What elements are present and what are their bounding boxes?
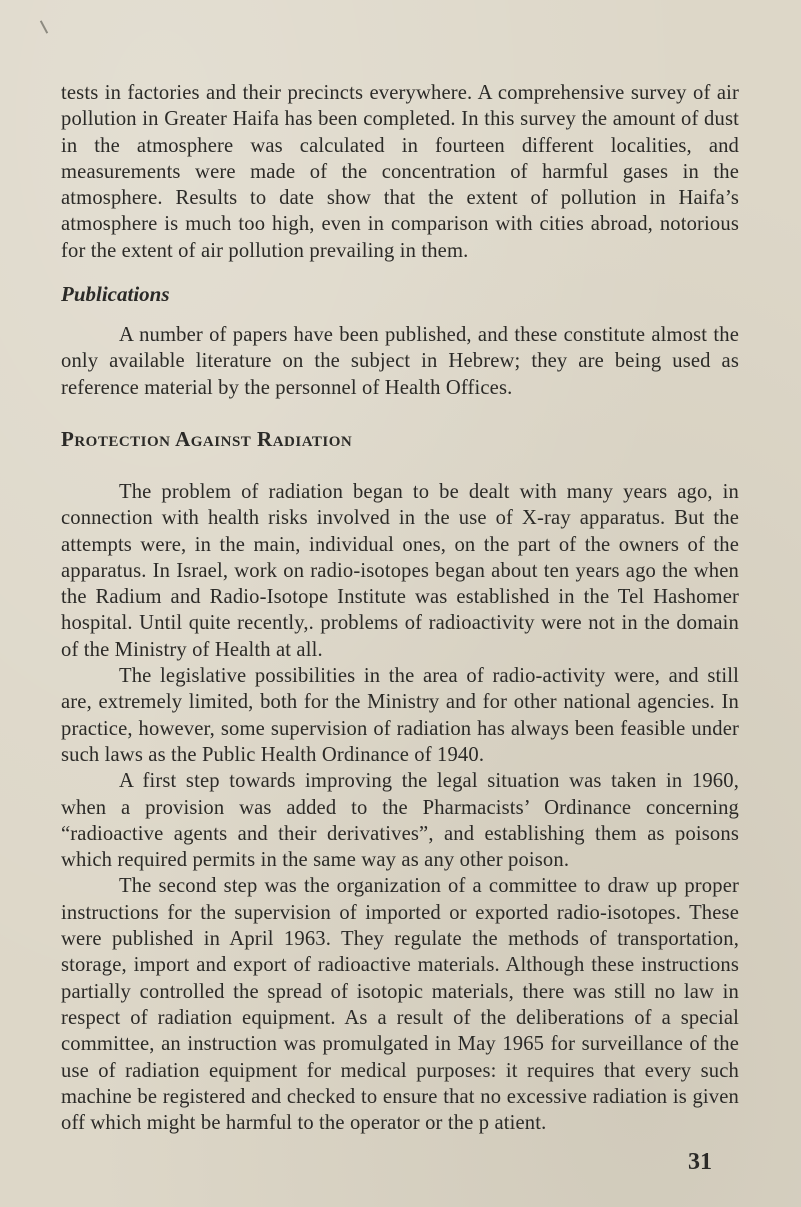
- paper-blemish: [40, 20, 48, 33]
- radiation-text-block: [61, 479, 739, 1136]
- radiation-paragraph-4: The second step was the organization of a committee to draw up proper instructions for the supervision of imported or exported radio-isotopes. These were published in April 1963. They regulate the methods of transportation, storage, import and export of radioactive materials. Although these instructions partially controlled the spread of isotopic materials, there was still no law in respect of radiation equipment. As a result of the deliberations of a special committee, an instruction was promulgated in May 1965 for surveillance of the use of radiation equipment for medical purposes: it requires that every such machine be registered and checked to ensure that no excessive radiation is given off which might be harmful to the operator or the p atient.: [61, 875, 739, 1135]
- page-number: 31: [688, 1149, 712, 1175]
- publications-heading: Publications: [61, 282, 170, 306]
- radiation-paragraph-1: The problem of radiation began to be dealt with many years ago, in connection with health risks involved in the use of X-ray apparatus. But the attempts were, in the main, individual ones, on the part of the owners of the apparatus. In Israel, work on radio-isotopes began about ten years ago the when the Radium and Radio-Isotope Institute was established in the Tel Hashomer hospital. Until quite recently,. problems of radioactivity were not in the domain of the Ministry of Health at all.: [61, 481, 739, 661]
- intro-text-block: [61, 80, 739, 264]
- radiation-paragraph-2: The legislative possibilities in the area of radio-activity were, and still are, extremely limited, both for the Ministry and for other national agencies. In practice, however, some supervision of radiation has always been feasible under such laws as the Public Health Ordinance of 1940.: [61, 665, 739, 766]
- radiation-heading: Protection Against Radiation: [61, 427, 353, 451]
- publications-paragraph: A number of papers have been published, and these constitute almost the only available literature on the subject in Hebrew; they are being used as reference material by the personnel of Health Offices.: [61, 324, 739, 399]
- intro-paragraph: tests in factories and their precincts everywhere. A comprehensive survey of air pollution in Greater Haifa has been completed. In this survey the amount of dust in the atmosphere was calculated in fourteen different localities, and measurements were made of the concentration of harmful gases in the atmosphere. Results to date show that the extent of pollution in Haifa’s atmosphere is much too high, even in comparison with cities abroad, notorious for the extent of air pollution prevailing in them.: [61, 82, 739, 262]
- publications-text-block: [61, 322, 739, 401]
- radiation-paragraph-3: A first step towards improving the legal situation was taken in 1960, when a provision was added to the Pharmacists’ Ordinance concerning “radioactive agents and their derivatives”, and establishing them as poisons which required permits in the same way as any other poison.: [61, 770, 739, 872]
